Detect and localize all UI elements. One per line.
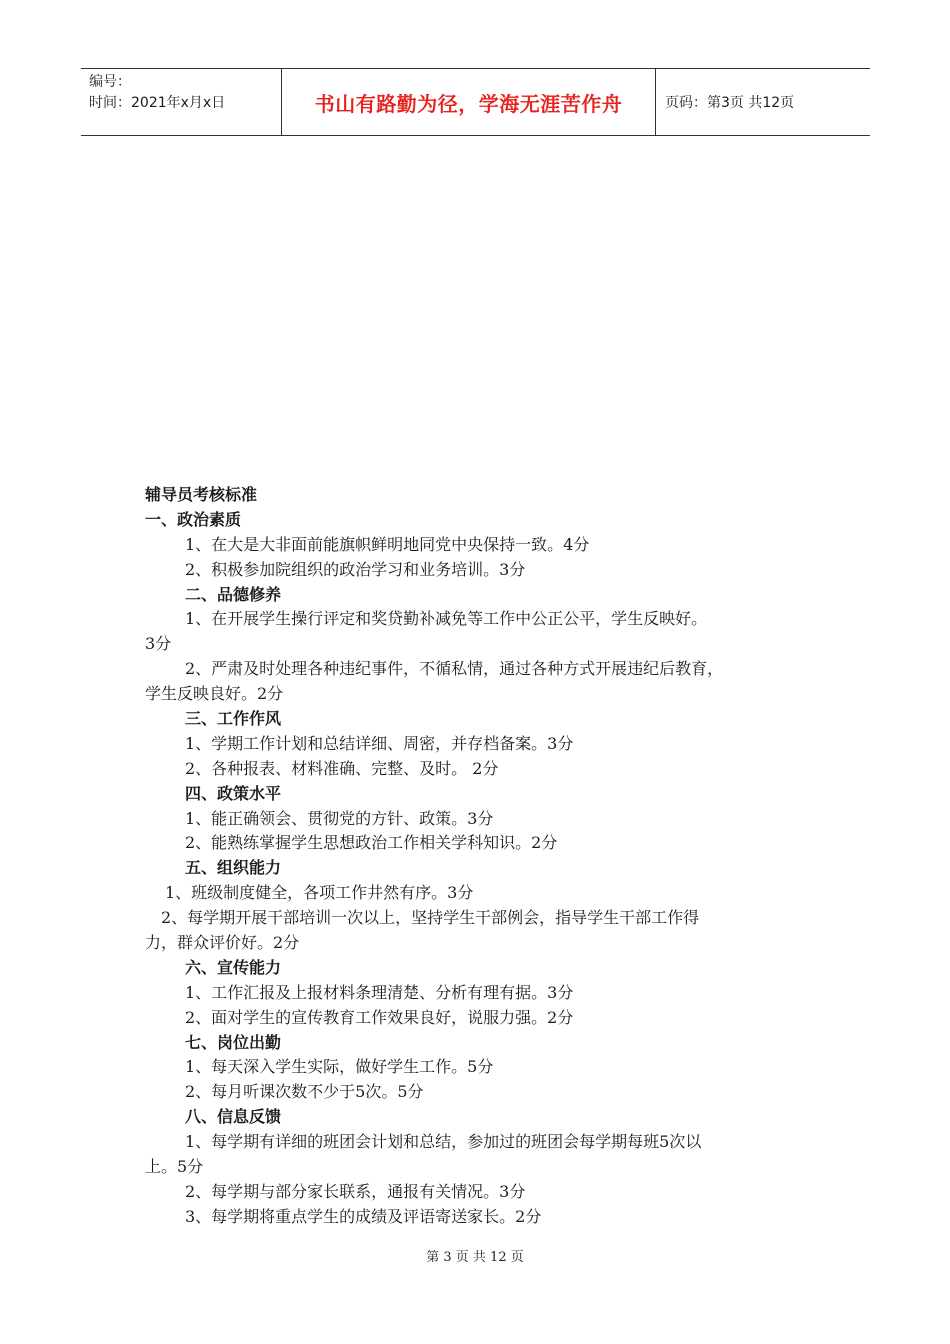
document-lines xyxy=(145,508,825,1230)
section-heading: 一、政治素质 xyxy=(145,509,242,529)
time-label: 时间：2021年x月x日 xyxy=(89,95,226,111)
criterion-line: 2、各种报表、材料准确、完整、及时。 2分 xyxy=(185,758,499,778)
criterion-line: 1、在大是大非面前能旗帜鲜明地同党中央保持一致。4分 xyxy=(185,534,590,554)
criterion-line: 2、能熟练掌握学生思想政治工作相关学科知识。2分 xyxy=(185,833,558,853)
criterion-line: 1、每学期有详细的班团会计划和总结，参加过的班团会每学期每班5次以 xyxy=(185,1132,702,1152)
motto: 书山有路勤为径，学海无涯苦作舟 xyxy=(281,69,656,135)
criterion-line: 1、在开展学生操行评定和奖贷勤补减免等工作中公正公平，学生反映好。 xyxy=(185,609,708,629)
document-title: 辅导员考核标准 xyxy=(145,485,258,504)
criterion-line: 力，群众评价好。2分 xyxy=(145,933,300,953)
criterion-line: 2、面对学生的宣传教育工作效果良好，说服力强。2分 xyxy=(185,1007,574,1027)
section-heading: 六、宣传能力 xyxy=(185,957,282,977)
criterion-line: 1、班级制度健全，各项工作井然有序。3分 xyxy=(165,883,474,903)
criterion-line: 1、每天深入学生实际，做好学生工作。5分 xyxy=(185,1057,494,1077)
criterion-line: 1、工作汇报及上报材料条理清楚、分析有理有据。3分 xyxy=(185,982,574,1002)
criterion-line: 3分 xyxy=(145,634,172,654)
criterion-line: 2、每学期与部分家长联系，通报有关情况。3分 xyxy=(185,1181,526,1201)
criterion-line: 1、能正确领会、贯彻党的方针、政策。3分 xyxy=(185,808,494,828)
page-header xyxy=(81,68,870,136)
criterion-line: 2、积极参加院组织的政治学习和业务培训。3分 xyxy=(185,559,526,579)
number-label: 编号： xyxy=(89,74,131,90)
page-code: 页码：第3页 共12页 xyxy=(665,95,795,111)
criterion-line: 2、每月听课次数不少于5次。5分 xyxy=(185,1082,424,1102)
section-heading: 三、工作作风 xyxy=(185,709,282,729)
section-heading: 四、政策水平 xyxy=(185,783,282,803)
section-heading: 二、品德修养 xyxy=(185,584,282,604)
criterion-line: 2、严肃及时处理各种违纪事件，不循私情，通过各种方式开展违纪后教育， xyxy=(185,659,724,679)
criterion-line: 2、每学期开展干部培训一次以上，坚持学生干部例会，指导学生干部工作得 xyxy=(161,908,700,928)
section-heading: 五、组织能力 xyxy=(185,858,282,878)
criterion-line: 3、每学期将重点学生的成绩及评语寄送家长。2分 xyxy=(185,1206,542,1226)
section-heading: 七、岗位出勤 xyxy=(185,1032,282,1052)
criterion-line: 1、学期工作计划和总结详细、周密，并存档备案。3分 xyxy=(185,733,574,753)
page-footer: 第 3 页 共 12 页 xyxy=(426,1250,524,1265)
document-body xyxy=(145,483,825,1230)
criterion-line: 上。5分 xyxy=(145,1157,204,1177)
header-meta xyxy=(81,69,281,135)
criterion-line: 学生反映良好。2分 xyxy=(145,684,284,704)
section-heading: 八、信息反馈 xyxy=(185,1107,282,1127)
